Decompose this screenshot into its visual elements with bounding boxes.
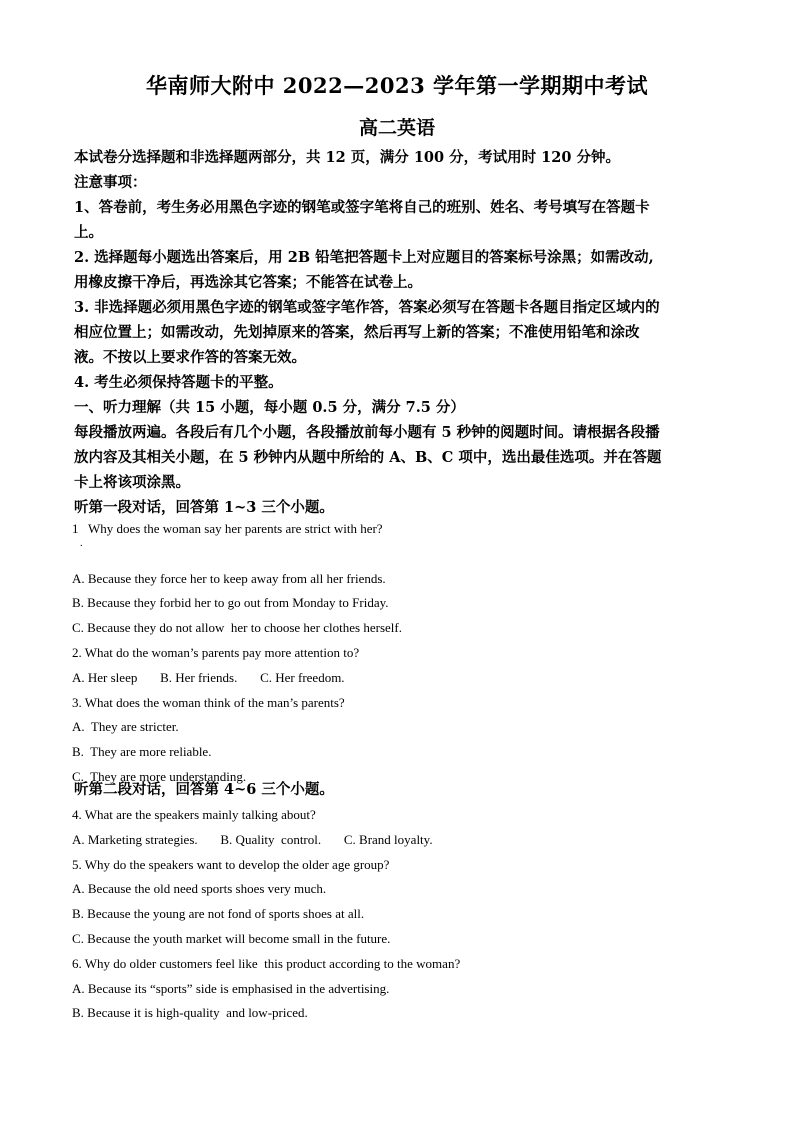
questions-1-3 (72, 517, 722, 790)
option-item: A. Marketing strategies. B. Quality control. C. Brand loyalty. (72, 831, 433, 847)
intro-line: 2. 选择题每小题选出答案后，用 2B 铅笔把答题卡上对应题目的答案标号涂黑；如需改动, (74, 249, 654, 266)
question-item: 3. What does the woman think of the man’s parents? (72, 694, 345, 710)
intro-line: 注意事项： (74, 174, 147, 191)
intro-line: 4. 考生必须保持答题卡的平整。 (74, 374, 283, 391)
question-item: 5. Why do the speakers want to develop the older age group? (72, 856, 390, 872)
intro-line: 用橡皮擦干净后，再选涂其它答案；不能答在试卷上。 (74, 274, 422, 291)
option-item: B. They are more reliable. (72, 744, 212, 760)
option-item: A. They are stricter. (72, 719, 179, 735)
question-item: 4. What are the speakers mainly talking about? (72, 807, 316, 822)
option-item: A. Because the old need sports shoes very much. (72, 881, 327, 897)
intro-line: 卡上将该项涂黑。 (74, 474, 190, 491)
option-item: C. They are more understanding. (72, 768, 247, 784)
intro-line: 液。不按以上要求作答的答案无效。 (74, 349, 306, 366)
questions-4-6 (72, 803, 722, 1026)
option-item: B. Because it is high-quality and low-priced. (72, 1005, 308, 1021)
option-item: C. Because they do not allow her to choose her clothes herself. (72, 620, 402, 636)
option-item: A. Because they force her to keep away from all her friends. (72, 570, 386, 586)
stray-dot: . (80, 538, 83, 549)
intro-line: 3. 非选择题必须用黑色字迹的钢笔或签字笔作答，答案必须写在答题卡各题目指定区域内的 (74, 299, 660, 316)
intro-line: 1、答卷前，考生务必用黑色字迹的钢笔或签字笔将自己的班别、姓名、考号填写在答题卡 (74, 199, 650, 216)
intro-line: 本试卷分选择题和非选择题两部分，共 12 页，满分 100 分，考试用时 120 分钟。 (74, 149, 620, 166)
intro-line: 相应位置上；如需改动，先划掉原来的答案，然后再写上新的答案；不准使用铅笔和涂改 (74, 324, 640, 341)
page-title: 华南师大附中 2022—2023 学年第一学期期中考试 (145, 73, 648, 98)
question-item: 1 Why does the woman say her parents are strict with her? (72, 521, 383, 536)
intro-line: 每段播放两遍。各段后有几个小题，各段播放前每小题有 5 秒钟的阅题时间。请根据各段播 (74, 424, 660, 441)
dialogue-heading: 听第一段对话，回答第 1~3 三个小题。 (74, 499, 334, 516)
option-item: B. Because they forbid her to go out from Monday to Friday. (72, 595, 389, 611)
intro-line: 上。 (74, 224, 103, 241)
option-item: B. Because the young are not fond of sports shoes at all. (72, 906, 365, 922)
spacer-line (72, 542, 722, 567)
page-subtitle: 高二英语 (358, 117, 435, 139)
question-item: 2. What do the woman’s parents pay more attention to? (72, 644, 360, 660)
question-item: 6. Why do older customers feel like this product according to the woman? (72, 955, 461, 971)
option-item: C. Because the youth market will become small in the future. (72, 930, 391, 946)
option-item: A. Her sleep B. Her friends. C. Her freedom. (72, 669, 345, 685)
intro-line: 放内容及其相关小题，在 5 秒钟内从题中所给的 A、B、C 项中，选出最佳选项。并在答题 (74, 449, 662, 466)
section-heading: 一、听力理解（共 15 小题，每小题 0.5 分，满分 7.5 分） (74, 399, 465, 416)
dialogue-heading: 听第二段对话，回答第 4~6 三个小题。 (74, 781, 334, 798)
instructions-block (74, 145, 724, 520)
option-item: A. Because its “sports” side is emphasised in the advertising. (72, 980, 390, 996)
